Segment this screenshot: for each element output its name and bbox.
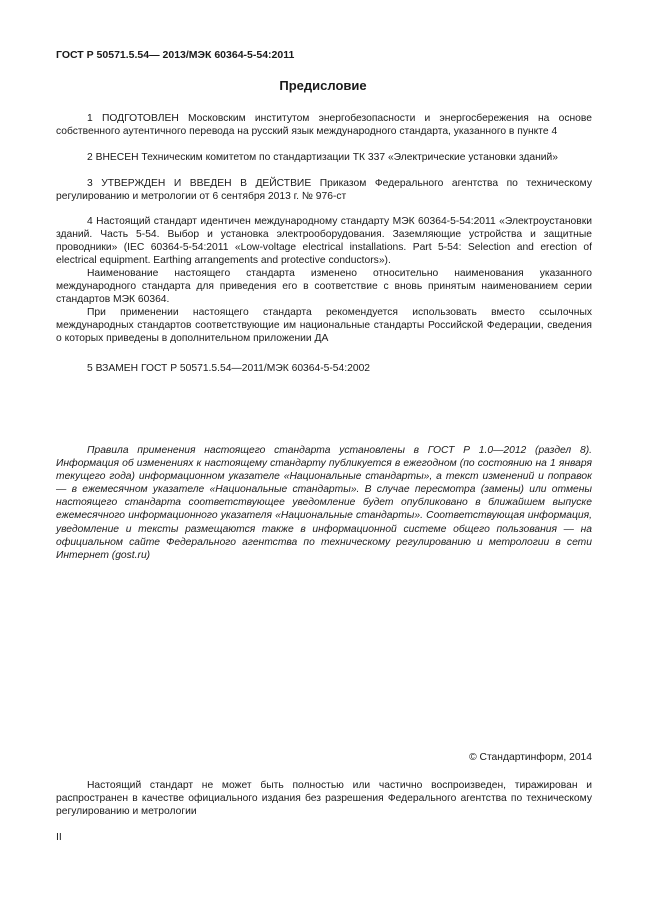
paragraph-replaces — [56, 362, 592, 375]
italic-notice-text: Правила применения настоящего стандарта установлены в ГОСТ Р 1.0—2012 (раздел 8). Информация об изменениях к настоящему стандарту публикуется в ежегодном (по состоянию на 1 января текущего года) информационном указателе «Национальные стандарты», а текст изменений и поправок — в ежемесячном указателе «Национальные стандарты». В случае пересмотра (замены) или отмены настоящего стандарта соответствующее уведомление будет опубликовано в ближайшем выпуске ежемесячного информационного указателя «Национальные стандарты». Соответствующая информация, уведомление и тексты размещаются также в информационной системе общего пользования — на официальном сайте Федерального агентства по техническому регулированию и метрологии в сети Интернет (gost.ru) — [56, 445, 592, 561]
reproduction-notice-text: Настоящий стандарт не может быть полностью или частично воспроизведен, тиражирован и распространен в качестве официального издания без разрешения Федерального агентства по техническому регулированию и метрологии — [56, 780, 592, 817]
document-code-header: ГОСТ Р 50571.5.54— 2013/МЭК 60364-5-54:2011 — [56, 49, 295, 61]
page-number: II — [56, 831, 62, 843]
paragraph-text: 5 ВЗАМЕН ГОСТ Р 50571.5.54—2011/МЭК 60364-5-54:2002 — [87, 363, 371, 374]
paragraph-text: 4 Настоящий стандарт идентичен международному стандарту МЭК 60364-5-54:2011 «Электроустановки зданий. Часть 5-54. Выбор и установка электрооборудования. Заземляющие устройства и защитные проводники» (IEC 60364-5-54:2011 «Low-voltage electrical installations. Part 5-54: Selection and erection of electrical equipment. Earthing arrangements and protective conductors»). — [56, 216, 592, 266]
paragraph-text: 1 ПОДГОТОВЛЕН Московским институтом энергобезопасности и энергосбережения на основе собственного аутентичного перевода на русский язык международного стандарта, указанного в пункте 4 — [56, 113, 592, 137]
paragraph-introduced-by — [56, 151, 592, 164]
paragraph-identical-standard — [56, 215, 592, 345]
paragraph-text: 2 ВНЕСЕН Техническим комитетом по стандартизации ТК 337 «Электрические установки зданий» — [87, 152, 559, 163]
paragraph-text: При применении настоящего стандарта рекомендуется использовать вместо ссылочных международных стандартов соответствующие им национальные стандарты Российской Федерации, сведения о которых приведены в дополнительном приложении ДА — [56, 307, 592, 344]
copyright-line: © Стандартинформ, 2014 — [469, 752, 592, 763]
italic-notice-block — [56, 444, 592, 562]
reproduction-notice — [56, 779, 592, 818]
paragraph-text: 3 УТВЕРЖДЕН И ВВЕДЕН В ДЕЙСТВИЕ Приказом Федерального агентства по техническому регулированию и метрологии от 6 сентября 2013 г. № 976-ст — [56, 178, 592, 202]
paragraph-approved — [56, 177, 592, 203]
page-title: Предисловие — [279, 78, 367, 93]
paragraph-text: Наименование настоящего стандарта изменено относительно наименования указанного международного стандарта для приведения его в соответствие с вновь принятым наименованием серии стандартов МЭК 60364. — [56, 268, 592, 305]
paragraph-prepared-by — [56, 112, 592, 138]
